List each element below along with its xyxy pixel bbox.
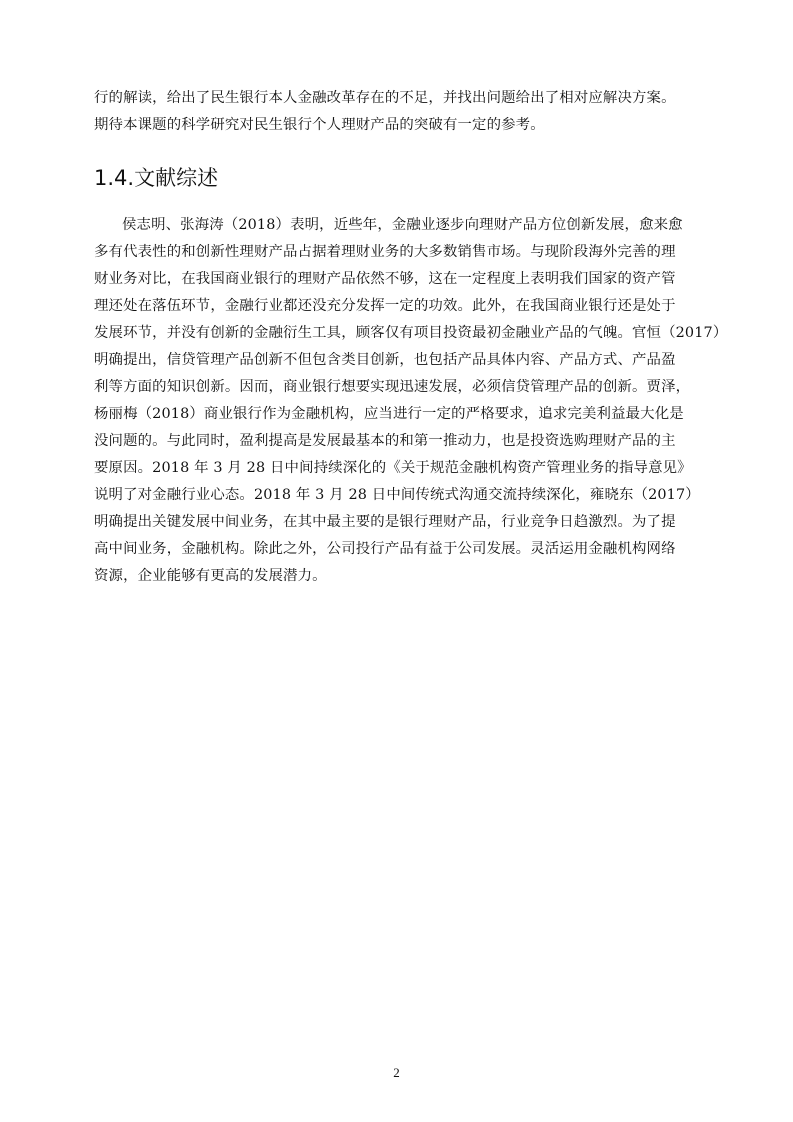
paragraph-line: 要原因。2018 年 3 月 28 日中间持续深化的《关于规范金融机构资产管理业务的指导意见》 xyxy=(94,460,692,476)
paragraph-line: 说明了对金融行业心态。2018 年 3 月 28 日中间传统式沟通交流持续深化，雍晓东（2017） xyxy=(94,487,700,503)
paragraph-line: 没问题的。与此同时，盈利提高是发展最基本的和第一推动力，也是投资选购理财产品的主 xyxy=(94,433,676,449)
paragraph-line: 发展环节，并没有创新的金融衍生工具，顾客仅有项目投资最初金融业产品的气魄。官恒（2017） xyxy=(94,325,728,341)
paragraph-line: 财业务对比，在我国商业银行的理财产品依然不够，这在一定程度上表明我们国家的资产管 xyxy=(94,271,676,287)
paragraph-line: 明确提出关键发展中间业务，在其中最主要的是银行理财产品，行业竞争日趋激烈。为了提 xyxy=(94,514,676,530)
section-heading: 1.4.文献综述 xyxy=(94,166,219,190)
paragraph-line: 资源，企业能够有更高的发展潜力。 xyxy=(94,568,327,584)
paragraph-line: 多有代表性的和创新性理财产品占据着理财业务的大多数销售市场。与现阶段海外完善的理 xyxy=(94,244,676,260)
paragraph-line: 明确提出，信贷管理产品创新不但包含类目创新，也包括产品具体内容、产品方式、产品盈 xyxy=(94,352,676,368)
page-number: 2 xyxy=(393,1065,400,1080)
paragraph-line: 杨丽梅（2018）商业银行作为金融机构，应当进行一定的严格要求，追求完美利益最大化是 xyxy=(94,406,684,422)
paragraph-line: 理还处在落伍环节，金融行业都还没充分发挥一定的功效。此外，在我国商业银行还是处于 xyxy=(94,298,676,314)
intro-line: 期待本课题的科学研究对民生银行个人理财产品的突破有一定的参考。 xyxy=(94,117,545,133)
intro-line: 行的解读，给出了民生银行本人金融改革存在的不足，并找出问题给出了相对应解决方案。 xyxy=(94,90,676,106)
paragraph-line: 利等方面的知识创新。因而，商业银行想要实现迅速发展，必须信贷管理产品的创新。贾泽， xyxy=(94,379,691,395)
paragraph-line: 侯志明、张海涛（2018）表明，近些年，金融业逐步向理财产品方位创新发展，愈来愈 xyxy=(122,217,683,233)
paragraph-line: 高中间业务，金融机构。除此之外，公司投行产品有益于公司发展。灵活运用金融机构网络 xyxy=(94,541,676,557)
